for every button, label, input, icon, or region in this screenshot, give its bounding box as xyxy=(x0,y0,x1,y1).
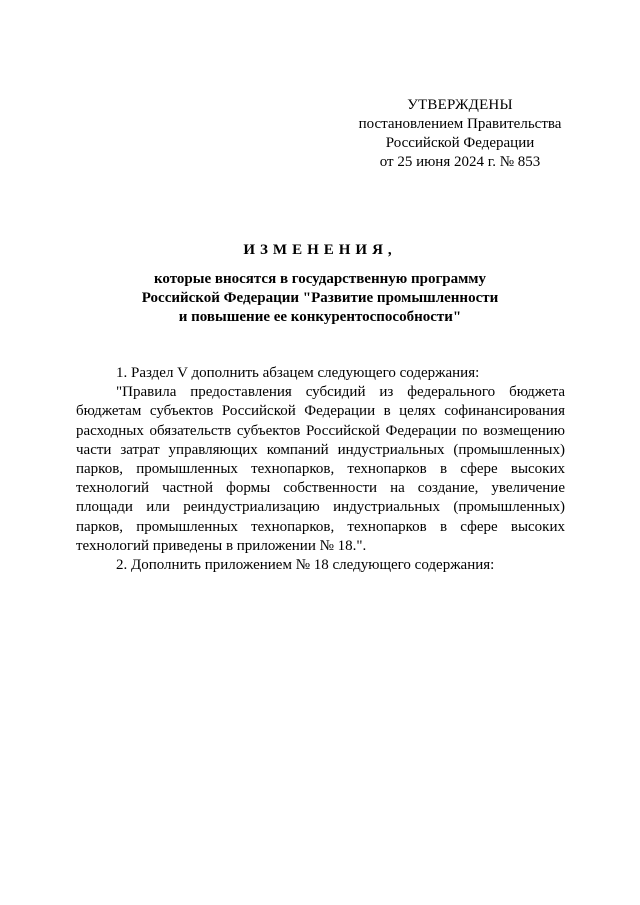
paragraph-2: "Правила предоставления субсидий из федерального бюджета бюджетам субъектов Российской Федерации в целях софинансирования расходных обязательств субъектов Российской Федерации по возмещению части затрат управляющих компаний индустриальных (промышленных) парков, промышленных технопарков, технопарков в сфере высоких технологий частной формы собственности на создание, увеличение площади или реиндустриализацию индустриальных (промышленных) парков, промышленных технопарков, технопарков в сфере высоких технологий приведены в приложении № 18.". xyxy=(76,384,565,554)
document-body xyxy=(76,364,565,575)
approval-line-1: постановлением Правительства xyxy=(358,116,562,132)
subtitle-line-3: и повышение ее конкурентоспособности" xyxy=(178,309,462,325)
document-title: ИЗМЕНЕНИЯ, xyxy=(243,242,397,258)
approval-heading: УТВЕРЖДЕНЫ xyxy=(407,97,513,113)
approval-line-3: от 25 июня 2024 г. № 853 xyxy=(379,154,541,170)
subtitle-line-1: которые вносятся в государственную программу xyxy=(153,271,487,287)
approval-stamp xyxy=(340,96,580,172)
approval-line-2: Российской Федерации xyxy=(385,135,535,151)
document-subtitle xyxy=(90,270,550,327)
paragraph-1: 1. Раздел V дополнить абзацем следующего содержания: xyxy=(116,365,480,381)
subtitle-line-2: Российской Федерации "Развитие промышленности xyxy=(141,290,499,306)
paragraph-3: 2. Дополнить приложением № 18 следующего содержания: xyxy=(116,557,495,574)
